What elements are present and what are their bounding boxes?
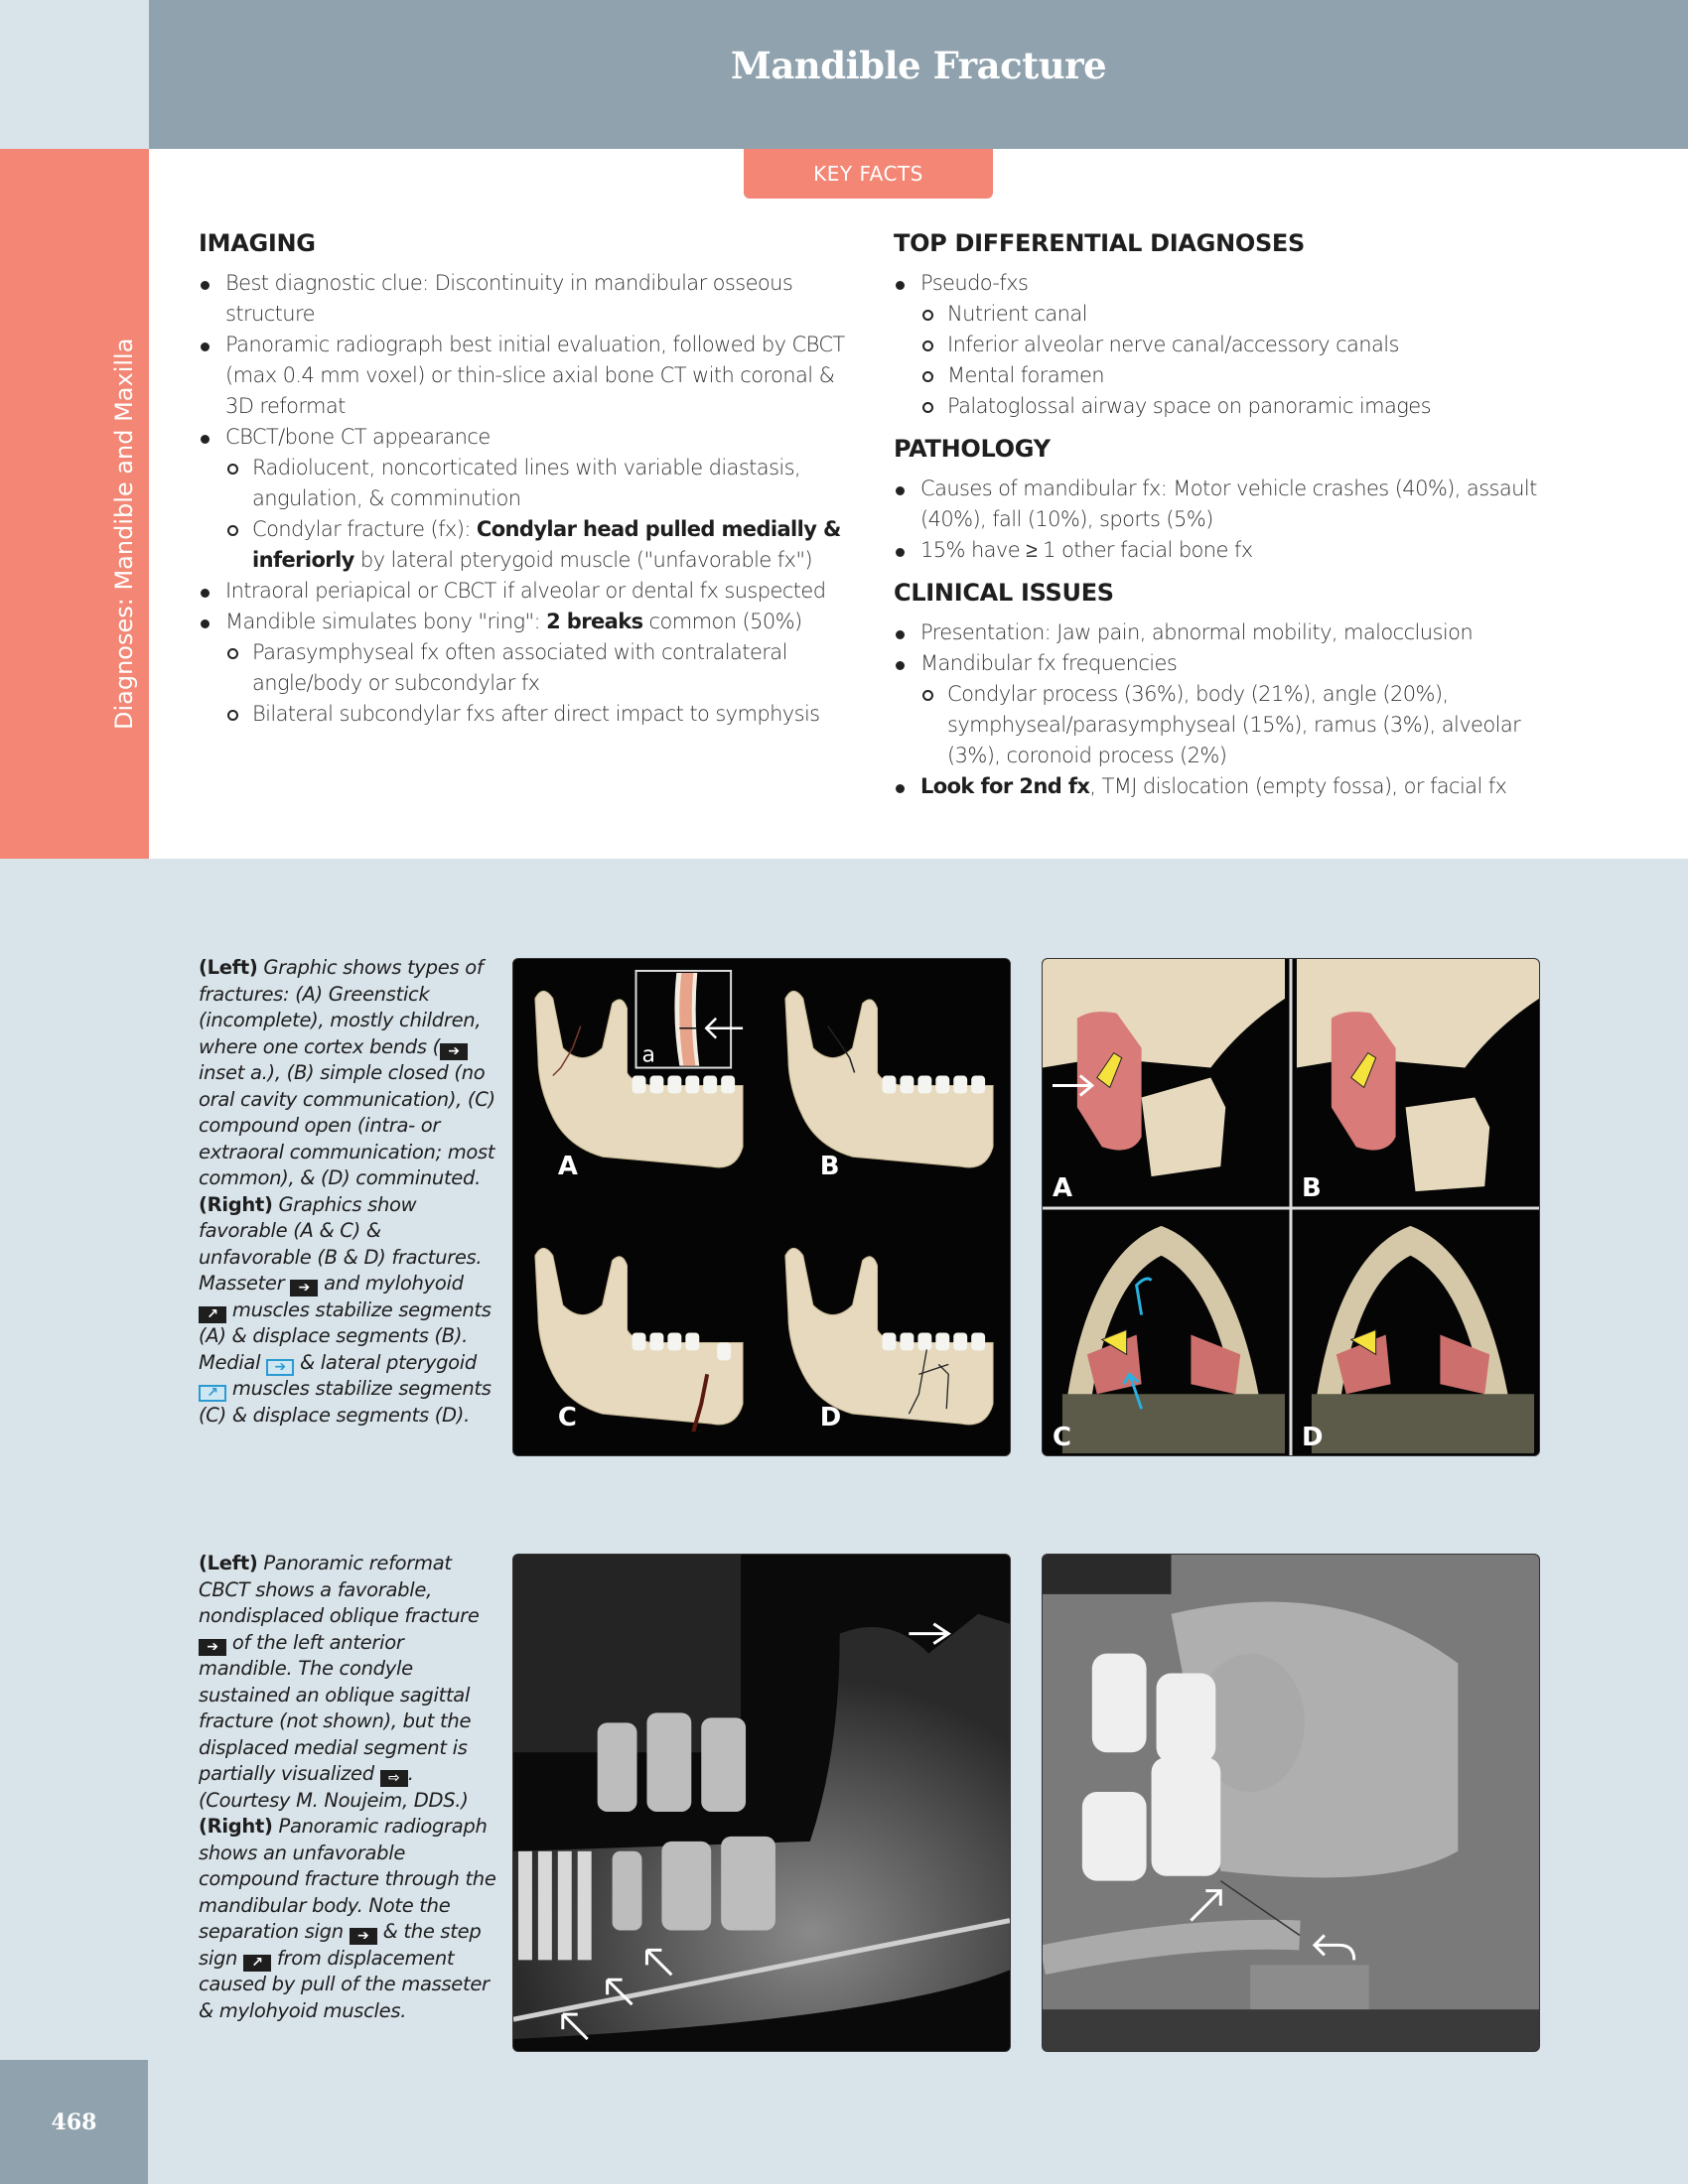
sub-list-item: Bilateral subcondylar fxs after direct impact to symphysis xyxy=(225,699,854,730)
list-item-text: Mandibular fx frequencies xyxy=(920,651,1178,675)
list-item: 15% have ≥ 1 other facial bone fx xyxy=(894,535,1549,566)
section-side-tab xyxy=(0,149,149,859)
sub-list-item: Palatoglossal airway space on panoramic images xyxy=(920,391,1549,422)
caption-text: & the step sign xyxy=(199,1920,482,1970)
blue-arrow-marker-icon: ➔ xyxy=(266,1359,294,1376)
clinical-heading: CLINICAL ISSUES xyxy=(894,579,1114,607)
caption-text: muscles stabilize segments (A) & displace segments (B). Medial xyxy=(199,1297,492,1374)
list-item xyxy=(199,607,854,730)
muscle-illustration-svg xyxy=(1043,959,1539,1455)
sub-list-item: Mental foramen xyxy=(920,360,1549,391)
caption-text: and mylohyoid xyxy=(318,1272,464,1295)
section-side-label: Diagnoses: Mandible and Maxilla xyxy=(110,338,138,730)
figure-caption-1 xyxy=(199,955,496,1429)
arrow-marker-icon: ➔ xyxy=(350,1928,377,1945)
page-title: Mandible Fracture xyxy=(730,44,1107,87)
sub-list xyxy=(920,299,1549,422)
pathology-list xyxy=(894,474,1549,566)
arrow-marker-icon: ➔ xyxy=(199,1639,226,1656)
caption-text: inset a.), (B) simple closed (no oral cavity communication), (C) compound open (intra- or extraoral communication; most common), & (D) comminuted. xyxy=(199,1061,495,1189)
page-number: 468 xyxy=(51,2109,97,2135)
radiograph-svg xyxy=(513,1555,1010,2051)
figure-caption-2 xyxy=(199,1551,496,2024)
bold-emphasis: 2 breaks xyxy=(546,610,643,633)
list-item xyxy=(894,648,1549,771)
open-arrow-marker-icon: ⇨ xyxy=(380,1770,408,1787)
fracture-types-illustration xyxy=(512,958,1011,1456)
list-item xyxy=(894,268,1549,422)
sub-list-item xyxy=(225,514,854,576)
differential-list xyxy=(894,268,1549,422)
caption-label-left: (Left) xyxy=(199,956,258,979)
arrow-marker-icon: ➔ xyxy=(290,1280,318,1297)
caption-text: from displacement caused by pull of the masseter & mylohyoid muscles. xyxy=(199,1946,490,2022)
sub-list-item: Parasymphyseal fx often associated with contralateral angle/body or subcondylar fx xyxy=(225,637,854,699)
blue-curved-arrow-marker-icon: ↗ xyxy=(199,1385,226,1402)
key-facts-tab: KEY FACTS xyxy=(744,149,993,199)
sub-list xyxy=(225,453,854,576)
list-item xyxy=(894,771,1549,802)
caption-text: Panoramic radiograph shows an unfavorable compound fracture through the mandibular body. Note the separation sign xyxy=(199,1815,496,1943)
list-item: Causes of mandibular fx: Motor vehicle crashes (40%), assault (40%), fall (10%), sports (5%) xyxy=(894,474,1549,535)
radiograph-svg-2 xyxy=(1043,1555,1539,2051)
list-item: Panoramic radiograph best initial evaluation, followed by CBCT (max 0.4 mm voxel) or thin-slice axial bone CT with coronal & 3D reformat xyxy=(199,330,854,422)
svg-text:D: D xyxy=(819,1403,842,1433)
text-span: , TMJ dislocation (empty fossa), or facial fx xyxy=(1089,774,1507,798)
imaging-list xyxy=(199,268,854,730)
curved-arrow-marker-icon: ↗ xyxy=(199,1306,226,1323)
caption-text: of the left anterior mandible. The condyle sustained an oblique sagittal fracture (not shown), but the displaced medial segment is partially visualized xyxy=(199,1630,472,1785)
svg-text:B: B xyxy=(1301,1173,1322,1204)
curved-arrow-marker-icon: ↗ xyxy=(243,1955,271,1972)
text-span: Condylar fracture (fx): xyxy=(252,517,477,541)
text-span: by lateral pterygoid muscle ("unfavorable fx") xyxy=(353,548,813,572)
svg-text:a: a xyxy=(641,1042,655,1068)
key-facts-right-column xyxy=(894,226,1549,802)
caption-label-right: (Right) xyxy=(199,1192,273,1216)
list-item xyxy=(199,422,854,576)
imaging-heading: IMAGING xyxy=(199,229,316,257)
panoramic-radiograph-image xyxy=(1042,1554,1540,2052)
svg-text:A: A xyxy=(557,1152,578,1182)
list-item-text: Pseudo-fxs xyxy=(920,271,1029,295)
list-item-text: CBCT/bone CT appearance xyxy=(225,425,491,449)
pathology-heading: PATHOLOGY xyxy=(894,435,1051,463)
mandible-illustration-svg xyxy=(513,959,1010,1455)
text-span: common (50%) xyxy=(642,610,802,633)
bold-emphasis: Condylar head pulled medially & inferiorly xyxy=(252,517,841,572)
caption-text: & lateral pterygoid xyxy=(294,1350,477,1374)
caption-label-left: (Left) xyxy=(199,1552,258,1574)
differential-heading: TOP DIFFERENTIAL DIAGNOSES xyxy=(894,229,1306,257)
svg-text:C: C xyxy=(1052,1423,1071,1453)
sub-list xyxy=(225,637,854,730)
caption-text: . (Courtesy M. Noujeim, DDS.) xyxy=(199,1762,469,1812)
caption-label-right: (Right) xyxy=(199,1815,273,1838)
cbct-panoramic-image xyxy=(512,1554,1011,2052)
sub-list-item: Condylar process (36%), body (21%), angle (20%), symphyseal/parasymphyseal (15%), ramus (3%), alveolar (3%), coronoid process (2%) xyxy=(920,679,1549,771)
sub-list-item: Inferior alveolar nerve canal/accessory canals xyxy=(920,330,1549,360)
svg-text:D: D xyxy=(1301,1423,1324,1453)
sub-list xyxy=(920,679,1549,771)
sub-list-item: Nutrient canal xyxy=(920,299,1549,330)
sub-list-item: Radiolucent, noncorticated lines with variable diastasis, angulation, & comminution xyxy=(225,453,854,514)
svg-text:C: C xyxy=(557,1403,577,1433)
text-span: Mandible simulates bony "ring": xyxy=(225,610,547,633)
list-item: Intraoral periapical or CBCT if alveolar or dental fx suspected xyxy=(199,576,854,607)
page-number-box xyxy=(0,2060,148,2184)
svg-text:A: A xyxy=(1052,1173,1072,1204)
svg-text:B: B xyxy=(819,1152,840,1182)
caption-text: Graphics show favorable (A & C) & unfavorable (B & D) fractures. Masseter xyxy=(199,1192,483,1295)
margin-block xyxy=(0,0,149,149)
clinical-list xyxy=(894,617,1549,802)
bold-emphasis: Look for 2nd fx xyxy=(920,774,1090,798)
arrow-marker-icon: ➔ xyxy=(440,1043,468,1060)
key-facts-left-column xyxy=(199,226,854,730)
caption-text: Graphic shows types of fractures: (A) Greenstick (incomplete), mostly children, where one cortex bends ( xyxy=(199,956,484,1058)
chapter-header xyxy=(149,0,1688,149)
list-item: Best diagnostic clue: Discontinuity in mandibular osseous structure xyxy=(199,268,854,330)
list-item: Presentation: Jaw pain, abnormal mobility, malocclusion xyxy=(894,617,1549,648)
caption-text: muscles stabilize segments (C) & displace segments (D). xyxy=(199,1377,492,1427)
favorable-unfavorable-illustration xyxy=(1042,958,1540,1456)
caption-text: Panoramic reformat CBCT shows a favorable, nondisplaced oblique fracture xyxy=(199,1552,480,1627)
